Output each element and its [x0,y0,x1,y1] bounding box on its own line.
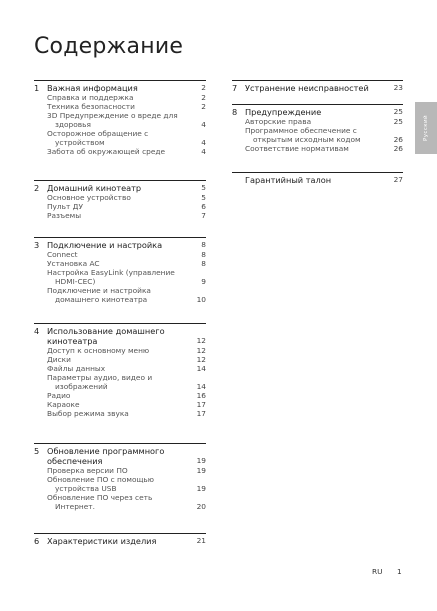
toc-item[interactable] [34,346,206,355]
toc-item[interactable] [34,355,206,364]
toc-section [34,180,206,220]
toc-section [34,443,206,511]
toc-item-title-line: Пульт ДУ [47,202,83,211]
toc-item-title-line: Разъемы [47,211,82,220]
toc-item-title-line: Проверка версии ПО [47,466,128,475]
toc-item[interactable] [34,211,206,220]
section-number: 5 [34,446,40,456]
section-number: 1 [34,83,40,93]
section-title-line: Подключение и настройка [47,240,163,250]
section-heading[interactable] [232,175,403,185]
section-page-number: 8 [201,240,206,249]
section-page-number: 27 [393,175,403,184]
section-page-number: 12 [196,336,206,345]
toc-item-title [245,117,385,126]
toc-item-title [47,364,188,373]
toc-item-title-line: Параметры аудио, видео и [47,373,153,382]
toc-item[interactable] [34,373,206,391]
toc-item-page-number: 4 [201,120,206,129]
toc-item-title [47,202,188,211]
section-title [245,107,385,117]
toc-item-title-line: устройством [55,138,105,147]
section-page-number: 2 [201,83,206,92]
toc-item-page-number: 2 [201,93,206,102]
toc-item-title-line: Обновление ПО с помощью [47,475,155,484]
toc-item-title [47,250,188,259]
toc-item-page-number: 12 [196,355,206,364]
toc-item-title [47,93,188,102]
toc-item-title-line: Выбор режима звука [47,409,129,418]
section-heading[interactable] [34,183,206,193]
toc-item-title-line: Техника безопасности [47,102,135,111]
toc-item-title [47,400,188,409]
toc-item[interactable] [34,400,206,409]
toc-item-title [245,144,385,153]
toc-section [34,323,206,418]
toc-item-title [47,259,188,268]
toc-section [34,237,206,304]
section-title [245,175,385,185]
toc-item-title-line: Забота об окружающей среде [47,147,166,156]
footer-page-number: 1 [397,567,402,576]
toc-item-title-line: Подключение и настройка [47,286,151,295]
section-number: 8 [232,107,238,117]
toc-item[interactable] [34,466,206,475]
toc-item-title-line: Настройка EasyLink (управление [47,268,175,277]
section-heading[interactable] [34,326,206,346]
toc-item-page-number: 16 [196,391,206,400]
language-side-tab-label: Русский [423,115,429,141]
toc-item-page-number: 2 [201,102,206,111]
toc-item-title [47,193,188,202]
toc-item-title-line: Авторские права [245,117,312,126]
section-number: 3 [34,240,40,250]
toc-item-title [47,111,188,129]
section-title-line: Гарантийный талон [245,175,332,185]
section-page-number: 21 [196,536,206,545]
toc-item-title [47,102,188,111]
toc-item-title-line: HDMI-CEC) [55,277,96,286]
toc-item[interactable] [34,193,206,202]
toc-item-title-line: Соответствие нормативам [245,144,349,153]
section-title-line: кинотеатра [47,336,98,346]
section-heading[interactable] [232,83,403,93]
section-page-number: 5 [201,183,206,192]
toc-item-title-line: Обновление ПО через сеть [47,493,153,502]
toc-item[interactable] [34,409,206,418]
toc-item-page-number: 14 [196,364,206,373]
toc-item-page-number: 6 [201,202,206,211]
section-title-line: Важная информация [47,83,138,93]
toc-item-page-number: 17 [196,400,206,409]
toc-item[interactable] [232,144,403,153]
toc-item-title [47,466,188,475]
toc-item[interactable] [34,475,206,493]
section-number: 2 [34,183,40,193]
section-title [47,446,188,466]
section-number [232,175,245,185]
section-title-line: Домашний кинотеатр [47,183,142,193]
toc-item[interactable] [34,286,206,304]
toc-item[interactable] [232,126,403,144]
toc-item-title [47,286,188,304]
toc-item-page-number: 7 [201,211,206,220]
toc-item-title [47,129,188,147]
section-heading[interactable] [34,240,206,250]
toc-item[interactable] [232,117,403,126]
toc-item-title [47,211,188,220]
section-title-line: Характеристики изделия [47,536,157,546]
toc-item-title-line: Connect [47,250,78,259]
section-number: 4 [34,326,40,336]
toc-item[interactable] [34,259,206,268]
toc-item-page-number: 8 [201,259,206,268]
section-heading[interactable] [232,107,403,117]
section-title [47,240,188,250]
toc-item-title [47,355,188,364]
toc-item-page-number: 9 [201,277,206,286]
toc-item-page-number: 26 [393,144,403,153]
page-title: Содержание [34,34,184,59]
toc-item-page-number: 4 [201,147,206,156]
section-title [47,83,188,93]
section-heading[interactable] [34,536,206,546]
toc-item-page-number: 12 [196,346,206,355]
toc-item-title-line: домашнего кинотеатра [55,295,148,304]
section-title-line: обеспечения [47,456,103,466]
toc-item-title [47,391,188,400]
toc-item-title-line: Осторожное обращение с [47,129,149,138]
section-title [47,536,188,546]
toc-item[interactable] [34,493,206,511]
toc-item-title-line: Справка и поддержка [47,93,134,102]
footer-language: RU [372,567,383,576]
section-title [47,183,188,193]
toc-item-title [47,147,188,156]
toc-item-title [47,346,188,355]
toc-item-title-line: изображений [55,382,108,391]
toc-item-title [245,126,385,144]
toc-item[interactable] [34,111,206,129]
toc-item-page-number: 19 [196,484,206,493]
section-title-line: Предупреждение [245,107,322,117]
toc-item-page-number: 4 [201,138,206,147]
toc-item-page-number: 8 [201,250,206,259]
toc-item[interactable] [34,93,206,102]
toc-item-title-line: открытым исходным кодом [253,135,361,144]
toc-item-title-line: Программное обеспечение с [245,126,357,135]
toc-section [232,80,403,93]
section-title [47,326,188,346]
toc-item[interactable] [34,391,206,400]
section-title [245,83,385,93]
toc-item-title [47,475,188,493]
toc-item-page-number: 10 [196,295,206,304]
toc-item-title-line: Установка AC [47,259,100,268]
toc-item[interactable] [34,268,206,286]
section-number: 6 [34,536,40,546]
section-page-number: 19 [196,456,206,465]
toc-item-title-line: Доступ к основному меню [47,346,150,355]
section-number: 7 [232,83,238,93]
toc-section [34,80,206,156]
toc-item-title-line: Основное устройство [47,193,131,202]
toc-item-title-line: Диски [47,355,71,364]
section-page-number: 25 [393,107,403,116]
toc-section [232,104,403,153]
toc-item[interactable] [34,147,206,156]
toc-item-title-line: Караоке [47,400,80,409]
section-title-line: Устранение неисправностей [245,83,369,93]
toc-item-title [47,409,188,418]
toc-item-page-number: 14 [196,382,206,391]
toc-item-title [47,373,188,391]
toc-item-title-line: Радио [47,391,71,400]
toc-item[interactable] [34,250,206,259]
section-heading[interactable] [34,446,206,466]
toc-item-page-number: 20 [196,502,206,511]
toc-item[interactable] [34,102,206,111]
toc-item[interactable] [34,129,206,147]
toc-item-title-line: устройства USB [55,484,117,493]
toc-item-page-number: 5 [201,193,206,202]
section-page-number: 23 [393,83,403,92]
toc-item-page-number: 25 [393,117,403,126]
toc-item-title-line: Интернет. [55,502,95,511]
toc-item-page-number: 19 [196,466,206,475]
language-side-tab [415,102,437,154]
toc-item[interactable] [34,364,206,373]
toc-item-page-number: 17 [196,409,206,418]
toc-item-title [47,268,188,286]
toc-item-title [47,493,188,511]
toc-section [232,172,403,185]
toc-item-title-line: 3D Предупреждение о вреде для [47,111,178,120]
section-heading[interactable] [34,83,206,93]
toc-item-title-line: здоровья [55,120,91,129]
toc-section [34,533,206,546]
toc-item[interactable] [34,202,206,211]
toc-item-page-number: 26 [393,135,403,144]
toc-item-title-line: Файлы данных [47,364,106,373]
section-title-line: Использование домашнего [47,326,165,336]
section-title-line: Обновление программного [47,446,165,456]
